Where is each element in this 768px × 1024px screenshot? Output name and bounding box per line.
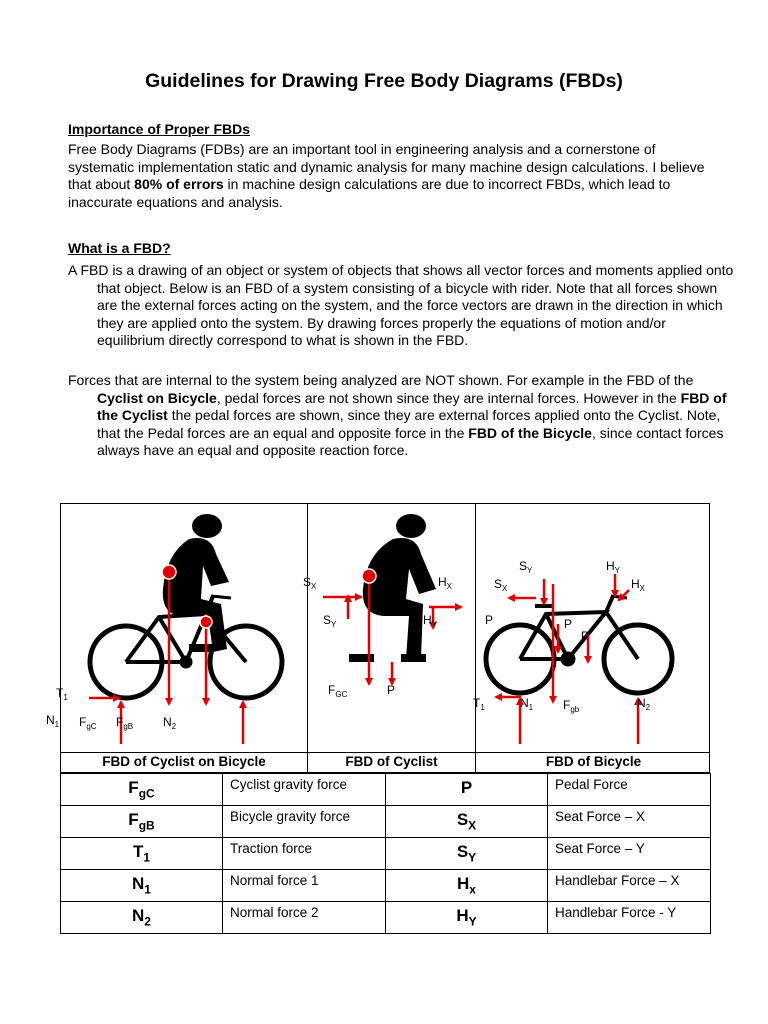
- symbol-subscript: gC: [138, 786, 155, 801]
- section-heading-what-is-fbd: What is a FBD?: [68, 240, 171, 256]
- internal-text-d: the pedal forces are shown, since they are external forces applied onto the Cyclist. Note, that the Pedal forces are an equal and opposite force in the: [97, 407, 721, 441]
- symbol-subscript: gB: [138, 818, 155, 833]
- symbol-subscript: 2: [144, 914, 151, 929]
- panel-cyclist-on-bicycle: [46, 514, 282, 744]
- internal-bold-2: FBD of the Cyclist: [97, 389, 727, 424]
- legend-row: [61, 902, 711, 934]
- label-fgc: $F_{GC}$: [328, 683, 348, 699]
- label-sy: $S_Y$: [519, 559, 533, 575]
- symbol-letter: P: [460, 778, 473, 798]
- symbol-letter: H: [457, 874, 470, 894]
- legend-description: Handlebar Force – X: [548, 870, 711, 902]
- label-t1: $T_1$: [473, 696, 485, 712]
- legend-symbol: [61, 838, 223, 870]
- label-p: P: [581, 629, 590, 643]
- symbol-subscript: 1: [144, 882, 151, 897]
- legend-description: Normal force 2: [223, 902, 386, 934]
- legend-symbol: [386, 870, 548, 902]
- symbol-letter: H: [456, 906, 469, 926]
- center-of-gravity-icon: [362, 569, 376, 583]
- legend-description: Handlebar Force - Y: [548, 902, 711, 934]
- internal-forces-paragraph: [68, 372, 737, 460]
- symbol-letter: N: [132, 874, 145, 894]
- legend-symbol: [61, 774, 223, 806]
- center-of-gravity-icon: [162, 565, 176, 579]
- legend-row: [61, 774, 711, 806]
- fbd-figure: [46, 503, 710, 773]
- label-hx: $H_X$: [438, 575, 453, 591]
- label-p: P: [387, 683, 396, 697]
- internal-text-e: , since contact forces always have an equal and opposite reaction force.: [97, 424, 724, 459]
- page-title: Guidelines for Drawing Free Body Diagrams (FBDs): [145, 70, 623, 92]
- symbol-subscript: Y: [468, 850, 477, 865]
- legend-row: [61, 838, 711, 870]
- legend-description: Bicycle gravity force: [223, 806, 386, 838]
- legend-description: Cyclist gravity force: [223, 774, 386, 806]
- legend-description: Pedal Force: [548, 774, 711, 806]
- label-hx: $H_X$: [631, 577, 646, 593]
- fbd-definition-paragraph: A FBD is a drawing of an object or system of objects that shows all vector forces and moments applied onto that object. Below is an FBD of a system consisting of a bicycle with rider. Note that all forces shown are the external forces acting on the system, and the force vectors are drawn in the direction in which they are applied onto the system. By drawing forces properly the equations of motion and/or equilibrium directly correspond to what is shown in the FBD.: [68, 262, 734, 349]
- symbol-letter: F: [128, 778, 139, 798]
- symbol-letter: S: [456, 842, 469, 862]
- label-n2: $N_2$: [637, 696, 651, 712]
- importance-text-a: Free Body Diagrams (FDBs) are an important tool in engineering analysis and a cornerstone of systematic implementation static and dynamic analysis for many machine design calculations. I believe that about: [68, 141, 705, 193]
- symbol-letter: N: [132, 906, 145, 926]
- internal-bold-3: FBD of the Bicycle: [468, 424, 592, 441]
- legend-description: Traction force: [223, 838, 386, 870]
- symbol-subscript: 1: [143, 850, 151, 865]
- center-of-gravity-icon: [200, 616, 212, 628]
- label-n2: $N_2$: [163, 715, 177, 731]
- legend-description: Seat Force – X: [548, 806, 711, 838]
- fbd-drawings: [46, 504, 711, 752]
- internal-bold-1: Cyclist on Bicycle: [97, 389, 217, 406]
- importance-bold: 80% of errors: [134, 176, 224, 193]
- label-hy: $H_Y$: [423, 613, 438, 629]
- internal-text-c: , pedal forces are not shown since they are internal forces. However in the: [216, 389, 681, 406]
- legend-symbol: [386, 774, 548, 806]
- label-sx: $S_X$: [303, 575, 317, 591]
- label-t1: $T_1$: [56, 686, 68, 702]
- label-hy: $H_Y$: [606, 559, 621, 575]
- caption-divider: [61, 752, 709, 753]
- legend-symbol: [386, 806, 548, 838]
- panel-bicycle: [473, 559, 672, 744]
- cyclist-silhouette: [349, 514, 436, 662]
- symbol-subscript: Y: [468, 914, 477, 929]
- caption-cyclist-on-bicycle: FBD of Cyclist on Bicycle: [102, 754, 266, 769]
- internal-text-a: Forces that are internal to the system being analyzed are NOT shown. For example in the FBD of the: [68, 372, 694, 388]
- panel-cyclist: [303, 514, 461, 699]
- label-p: P: [564, 617, 573, 631]
- bicycle-drawing: [486, 596, 672, 693]
- symbol-subscript: x: [469, 882, 476, 897]
- importance-paragraph: [68, 141, 708, 211]
- section-heading-importance: Importance of Proper FBDs: [68, 121, 251, 137]
- legend-symbol: [386, 902, 548, 934]
- legend-row: [61, 870, 711, 902]
- legend-row: [61, 806, 711, 838]
- label-fgb: $F_{gB}$: [116, 715, 134, 731]
- legend-symbol: [61, 902, 223, 934]
- legend-symbol: [61, 806, 223, 838]
- legend-description: Seat Force – Y: [548, 838, 711, 870]
- label-n1: $N_1$: [46, 713, 60, 729]
- symbol-subscript: X: [468, 818, 477, 833]
- label-fgb: $F_{gb}$: [563, 698, 580, 714]
- caption-bicycle: FBD of Bicycle: [545, 754, 642, 769]
- importance-text-b: in machine design calculations are due to incorrect FBDs, which lead to inaccurate equations and analysis.: [68, 176, 671, 210]
- cyclist-silhouette: [163, 514, 229, 652]
- label-p: P: [485, 613, 494, 627]
- caption-cyclist: FBD of Cyclist: [345, 754, 438, 769]
- legend-description: Normal force 1: [223, 870, 386, 902]
- label-n1: $N_1$: [520, 696, 534, 712]
- label-sy: $S_Y$: [323, 613, 337, 629]
- label-sx: $S_X$: [494, 577, 508, 593]
- symbol-letter: S: [456, 810, 469, 830]
- label-fgc: $F_{gC}$: [79, 715, 97, 731]
- symbol-letter: T: [132, 842, 144, 862]
- legend-symbol: [386, 838, 548, 870]
- symbol-letter: F: [128, 810, 139, 830]
- force-legend-table: [60, 773, 711, 934]
- legend-symbol: [61, 870, 223, 902]
